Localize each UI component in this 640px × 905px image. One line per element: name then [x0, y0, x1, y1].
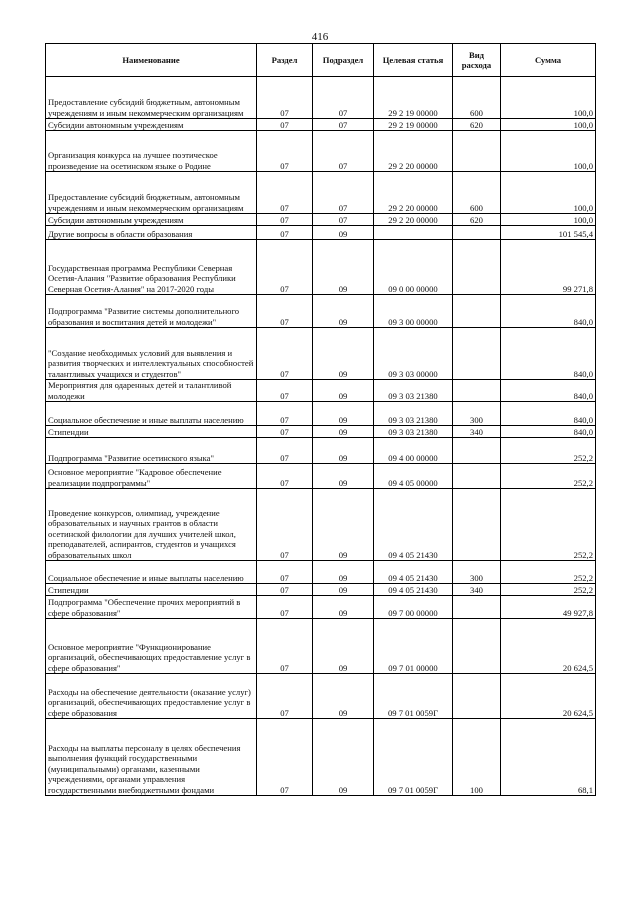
row-subsection: 09 [313, 584, 374, 596]
row-section: 07 [257, 584, 313, 596]
row-subsection: 09 [313, 426, 374, 438]
row-target-article: 09 4 05 00000 [374, 464, 453, 489]
row-subsection: 09 [313, 240, 374, 295]
table-row [46, 584, 596, 596]
row-subsection: 07 [313, 131, 374, 172]
row-sum: 101 545,4 [501, 226, 596, 240]
row-subsection: 07 [313, 77, 374, 119]
column-header-target-article: Целевая статья [374, 44, 453, 77]
column-header-sum: Сумма [501, 44, 596, 77]
column-header-section: Раздел [257, 44, 313, 77]
row-expense-kind: 620 [453, 214, 501, 226]
row-section: 07 [257, 380, 313, 402]
column-header-subsection: Подраздел [313, 44, 374, 77]
row-subsection: 09 [313, 464, 374, 489]
table-row [46, 77, 596, 119]
row-section: 07 [257, 489, 313, 561]
row-expense-kind [453, 464, 501, 489]
row-expense-kind [453, 380, 501, 402]
row-sum: 100,0 [501, 131, 596, 172]
row-section: 07 [257, 464, 313, 489]
row-name: Мероприятия для одаренных детей и талантливой молодежи [46, 380, 257, 402]
row-expense-kind: 620 [453, 119, 501, 131]
row-target-article: 09 3 00 00000 [374, 295, 453, 328]
row-expense-kind: 340 [453, 426, 501, 438]
row-subsection: 07 [313, 119, 374, 131]
row-section: 07 [257, 438, 313, 464]
row-subsection: 09 [313, 561, 374, 584]
table-row [46, 596, 596, 619]
row-expense-kind [453, 596, 501, 619]
row-sum: 49 927,8 [501, 596, 596, 619]
row-expense-kind [453, 489, 501, 561]
row-subsection: 09 [313, 380, 374, 402]
row-section: 07 [257, 328, 313, 380]
table-row [46, 674, 596, 719]
table-row [46, 172, 596, 214]
row-expense-kind: 600 [453, 77, 501, 119]
row-subsection: 09 [313, 402, 374, 426]
row-expense-kind [453, 131, 501, 172]
table-row [46, 489, 596, 561]
row-expense-kind [453, 295, 501, 328]
row-name: Подпрограмма "Обеспечение прочих мероприятий в сфере образования" [46, 596, 257, 619]
row-section: 07 [257, 131, 313, 172]
table-row [46, 226, 596, 240]
row-sum: 100,0 [501, 77, 596, 119]
table-row [46, 426, 596, 438]
row-expense-kind: 300 [453, 561, 501, 584]
row-section: 07 [257, 426, 313, 438]
row-name: Подпрограмма "Развитие осетинского языка" [46, 438, 257, 464]
row-name: Государственная программа Республики Северная Осетия-Алания "Развитие образования Республики Северная Осетия-Алания" на 2017-2020 годы [46, 240, 257, 295]
row-target-article: 09 4 05 21430 [374, 584, 453, 596]
row-target-article: 09 3 03 00000 [374, 328, 453, 380]
row-sum: 840,0 [501, 402, 596, 426]
table-row [46, 380, 596, 402]
row-expense-kind: 100 [453, 719, 501, 796]
row-sum: 840,0 [501, 295, 596, 328]
row-subsection: 07 [313, 214, 374, 226]
row-section: 07 [257, 719, 313, 796]
row-target-article: 29 2 20 00000 [374, 214, 453, 226]
row-expense-kind [453, 240, 501, 295]
table-row [46, 131, 596, 172]
row-section: 07 [257, 674, 313, 719]
row-name: "Создание необходимых условий для выявления и развития творческих и интеллектуальных способностей талантливых учащихся и студентов" [46, 328, 257, 380]
budget-table [45, 43, 596, 796]
row-subsection: 07 [313, 172, 374, 214]
row-target-article: 29 2 20 00000 [374, 172, 453, 214]
row-name: Организация конкурса на лучшее поэтическое произведение на осетинском языке о Родине [46, 131, 257, 172]
row-subsection: 09 [313, 674, 374, 719]
row-section: 07 [257, 119, 313, 131]
row-expense-kind [453, 328, 501, 380]
row-section: 07 [257, 226, 313, 240]
row-section: 07 [257, 619, 313, 674]
row-section: 07 [257, 596, 313, 619]
row-target-article: 09 3 03 21380 [374, 380, 453, 402]
row-section: 07 [257, 214, 313, 226]
column-header-expense-kind: Вид расхода [453, 44, 501, 77]
row-subsection: 09 [313, 719, 374, 796]
table-row [46, 295, 596, 328]
row-name: Социальное обеспечение и иные выплаты населению [46, 561, 257, 584]
row-name: Социальное обеспечение и иные выплаты населению [46, 402, 257, 426]
row-name: Расходы на выплаты персоналу в целях обеспечения выполнения функций государственными (муниципальными) органами, казенными учреждениями, органами управления государственными внебюджетными фондами [46, 719, 257, 796]
row-name: Основное мероприятие "Кадровое обеспечение реализации подпрограммы" [46, 464, 257, 489]
row-target-article: 29 2 19 00000 [374, 119, 453, 131]
row-name: Предоставление субсидий бюджетным, автономным учреждениям и иным некоммерческим организациям [46, 172, 257, 214]
row-target-article: 09 7 01 0059Г [374, 674, 453, 719]
row-target-article: 29 2 20 00000 [374, 131, 453, 172]
row-name: Стипендии [46, 426, 257, 438]
row-sum: 252,2 [501, 464, 596, 489]
row-sum: 100,0 [501, 214, 596, 226]
row-sum: 252,2 [501, 561, 596, 584]
row-target-article: 09 7 01 0059Г [374, 719, 453, 796]
row-target-article: 29 2 19 00000 [374, 77, 453, 119]
row-name: Субсидии автономным учреждениям [46, 214, 257, 226]
table-row [46, 214, 596, 226]
row-subsection: 09 [313, 226, 374, 240]
row-subsection: 09 [313, 596, 374, 619]
column-header-name: Наименование [46, 44, 257, 77]
row-sum: 99 271,8 [501, 240, 596, 295]
row-name: Расходы на обеспечение деятельности (оказание услуг) организаций, обеспечивающих предоставление услуг в сфере образования [46, 674, 257, 719]
row-name: Предоставление субсидий бюджетным, автономным учреждениям и иным некоммерческим организациям [46, 77, 257, 119]
row-target-article: 09 4 05 21430 [374, 489, 453, 561]
page-number: 416 [311, 31, 329, 43]
row-section: 07 [257, 77, 313, 119]
row-subsection: 09 [313, 619, 374, 674]
row-name: Подпрограмма "Развитие системы дополнительного образования и воспитания детей и молодежи" [46, 295, 257, 328]
row-target-article: 09 3 03 21380 [374, 402, 453, 426]
table-row [46, 438, 596, 464]
row-sum: 100,0 [501, 119, 596, 131]
row-sum: 840,0 [501, 328, 596, 380]
row-sum: 20 624,5 [501, 674, 596, 719]
row-sum: 252,2 [501, 438, 596, 464]
row-name: Проведение конкурсов, олимпиад, учреждение образовательных и научных грантов в области осетинской филологии для лучших учителей школ, преподавателей, аспирантов, студентов и учащихся образовательных школ [46, 489, 257, 561]
row-target-article: 09 3 03 21380 [374, 426, 453, 438]
table-header-row [46, 44, 596, 77]
row-expense-kind: 600 [453, 172, 501, 214]
row-sum: 840,0 [501, 426, 596, 438]
row-target-article: 09 0 00 00000 [374, 240, 453, 295]
row-target-article: 09 4 00 00000 [374, 438, 453, 464]
row-sum: 252,2 [501, 584, 596, 596]
row-section: 07 [257, 172, 313, 214]
table-row [46, 719, 596, 796]
table-row [46, 119, 596, 131]
row-expense-kind [453, 226, 501, 240]
row-name: Стипендии [46, 584, 257, 596]
row-sum: 100,0 [501, 172, 596, 214]
row-name: Другие вопросы в области образования [46, 226, 257, 240]
row-expense-kind [453, 619, 501, 674]
row-expense-kind: 300 [453, 402, 501, 426]
table-row [46, 328, 596, 380]
table-row [46, 464, 596, 489]
row-target-article: 09 7 01 00000 [374, 619, 453, 674]
row-name: Основное мероприятие "Функционирование организаций, обеспечивающих предоставление услуг в сфере образования" [46, 619, 257, 674]
row-expense-kind: 340 [453, 584, 501, 596]
row-sum: 20 624,5 [501, 619, 596, 674]
table-row [46, 402, 596, 426]
row-name: Субсидии автономным учреждениям [46, 119, 257, 131]
row-subsection: 09 [313, 328, 374, 380]
row-target-article: 09 4 05 21430 [374, 561, 453, 584]
table-row [46, 240, 596, 295]
row-section: 07 [257, 295, 313, 328]
row-subsection: 09 [313, 489, 374, 561]
row-section: 07 [257, 402, 313, 426]
row-sum: 252,2 [501, 489, 596, 561]
row-subsection: 09 [313, 438, 374, 464]
row-target-article [374, 226, 453, 240]
row-subsection: 09 [313, 295, 374, 328]
row-section: 07 [257, 240, 313, 295]
row-expense-kind [453, 674, 501, 719]
table-row [46, 619, 596, 674]
row-sum: 68,1 [501, 719, 596, 796]
table-row [46, 561, 596, 584]
row-target-article: 09 7 00 00000 [374, 596, 453, 619]
row-expense-kind [453, 438, 501, 464]
row-sum: 840,0 [501, 380, 596, 402]
row-section: 07 [257, 561, 313, 584]
